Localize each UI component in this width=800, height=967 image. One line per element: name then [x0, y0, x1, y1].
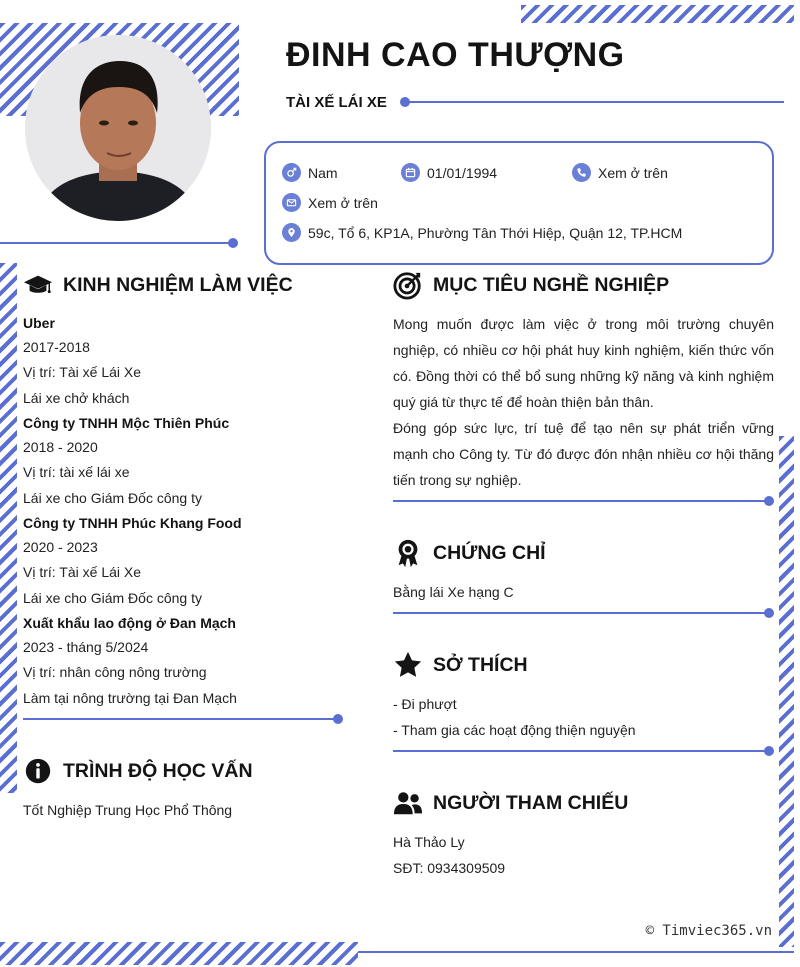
references-section-title [392, 787, 628, 819]
divider-experience [23, 718, 335, 720]
award-medal-icon [392, 537, 424, 569]
reference-name: Hà Thảo Ly [393, 834, 465, 850]
envelope-icon [282, 193, 301, 212]
bottom-line [358, 951, 794, 953]
divider-experience-dot [333, 714, 343, 724]
education-text: Tốt Nghiệp Trung Học Phổ Thông [23, 802, 233, 818]
stripe-top-right [521, 5, 794, 23]
job-2-position: Vị trí: tài xế lái xe [23, 464, 130, 480]
references-heading: NGƯỜI THAM CHIẾU [433, 791, 629, 814]
info-email [282, 193, 378, 212]
gender-icon [282, 163, 301, 182]
stripe-bottom-left [0, 942, 358, 965]
experience-heading: KINH NGHIỆM LÀM VIỆC [63, 273, 293, 296]
job-title: TÀI XẾ LÁI XE [286, 94, 387, 111]
job-4-period: 2023 - tháng 5/2024 [23, 639, 149, 655]
objective-paragraph-1: Mong muốn được làm việc ở trong môi trường chuyên nghiệp, có nhiều cơ hội phát huy kinh nghiệm, kiến thức vốn có. Đồng thời có thể bổ sung những kỹ năng và kinh nghiệm quý giá từ thực tế để hoàn thiện bản thân. [393, 316, 774, 410]
info-gender-value: Nam [308, 164, 338, 181]
stripe-left-side [0, 263, 17, 793]
avatar-portrait [25, 35, 211, 221]
footer-copyright: © Timviec365.vn [645, 923, 772, 939]
info-birthday [401, 163, 497, 182]
job-3-company: Công ty TNHH Phúc Khang Food [23, 515, 242, 531]
divider-hobbies [393, 750, 766, 752]
info-address [282, 223, 682, 242]
objective-section-title [392, 269, 669, 301]
info-email-value: Xem ở trên [308, 194, 378, 211]
info-circle-icon [22, 755, 54, 787]
info-birthday-value: 01/01/1994 [427, 164, 498, 181]
divider-avatar [0, 242, 230, 244]
hobbies-heading: SỞ THÍCH [433, 653, 528, 676]
star-icon [392, 649, 424, 681]
job-3-position: Vị trí: Tài xế Lái Xe [23, 564, 142, 580]
job-4-company: Xuất khẩu lao động ở Đan Mạch [23, 615, 236, 631]
hobbies-section-title [392, 649, 528, 681]
certificates-heading: CHỨNG CHỈ [433, 541, 546, 564]
info-phone [572, 163, 668, 182]
job-1-description: Lái xe chở khách [23, 390, 130, 406]
objective-paragraph-2: Đóng góp sức lực, trí tuệ để tạo nên sự phát triển vững mạnh cho Công ty. Từ đó được đón nhận nhiều cơ hội thăng tiến trong sự nghiệp. [393, 420, 774, 488]
users-icon [392, 787, 424, 819]
reference-phone: SĐT: 0934309509 [393, 860, 506, 876]
job-4-description: Làm tại nông trường tại Đan Mạch [23, 690, 237, 706]
graduation-cap-icon [22, 269, 54, 301]
job-3-description: Lái xe cho Giám Đốc công ty [23, 590, 202, 606]
phone-icon [572, 163, 591, 182]
objective-heading: MỤC TIÊU NGHỀ NGHIỆP [433, 273, 670, 296]
education-heading: TRÌNH ĐỘ HỌC VẤN [63, 759, 253, 782]
divider-certificates-dot [764, 608, 774, 618]
certificates-section-title [392, 537, 546, 569]
job-4-position: Vị trí: nhân công nông trường [23, 664, 207, 680]
job-1-period: 2017-2018 [23, 339, 90, 355]
info-phone-value: Xem ở trên [598, 164, 668, 181]
divider-certificates [393, 612, 766, 614]
divider-hobbies-dot [764, 746, 774, 756]
job-2-company: Công ty TNHH Mộc Thiên Phúc [23, 415, 230, 431]
target-icon [392, 269, 424, 301]
certificate-item: Bằng lái Xe hạng C [393, 584, 514, 600]
divider-objective [393, 500, 766, 502]
divider-objective-dot [764, 496, 774, 506]
job-2-period: 2018 - 2020 [23, 439, 98, 455]
job-1-position: Vị trí: Tài xế Lái Xe [23, 364, 142, 380]
job-2-description: Lái xe cho Giám Đốc công ty [23, 490, 202, 506]
stripe-right-side [779, 436, 794, 947]
education-section-title [22, 755, 253, 787]
info-gender [282, 163, 338, 182]
calendar-icon [401, 163, 420, 182]
candidate-name: ĐINH CAO THƯỢNG [286, 36, 625, 74]
hobby-item-2: - Tham gia các hoạt động thiện nguyện [393, 722, 636, 738]
avatar [25, 35, 211, 221]
job-3-period: 2020 - 2023 [23, 539, 98, 555]
info-address-value: 59c, Tổ 6, KP1A, Phường Tân Thới Hiệp, Quận 12, TP.HCM [308, 224, 683, 241]
divider-avatar-dot [228, 238, 238, 248]
title-line [405, 101, 784, 103]
experience-section-title [22, 269, 293, 301]
map-pin-icon [282, 223, 301, 242]
hobby-item-1: - Đi phượt [393, 696, 457, 712]
job-1-company: Uber [23, 315, 55, 331]
